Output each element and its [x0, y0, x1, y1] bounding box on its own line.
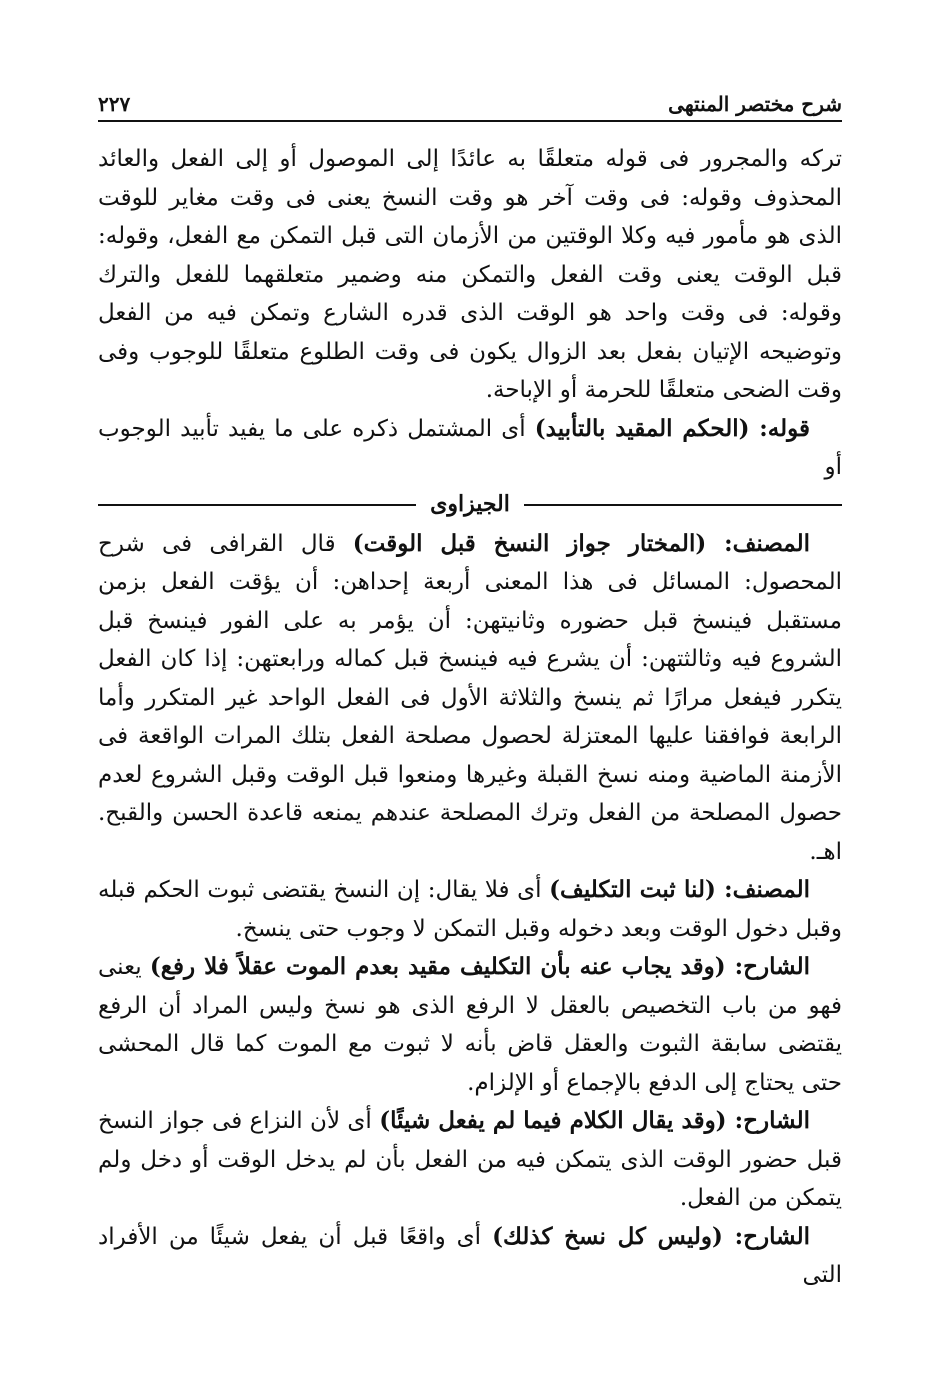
running-header: [98, 86, 842, 122]
commentary-paragraph: [98, 410, 842, 487]
paragraph-text: أى لأن النزاع فى جواز النسخ قبل حضور الوقت الذى يتمكن فيه من الفعل بأن لم يدخل الوقت أو دخل ولم يتمكن من الفعل.: [98, 1108, 842, 1211]
divider-rule-right: [524, 504, 842, 506]
lemma-quote: المصنف: (لنا ثبت التكليف): [549, 876, 811, 903]
lemma-quote: الشارح: (وقد يجاب عنه بأن التكليف مقيد بعدم الموت عقلاً فلا رفع): [149, 953, 810, 980]
lemma-quote: الشارح: (وليس كل نسخ كذلك): [492, 1222, 810, 1250]
gizawi-paragraph: [98, 871, 842, 948]
paragraph-text: أى المشتمل ذكره على ما يفيد تأبيد الوجوب أو: [98, 415, 842, 480]
gizawi-paragraph: [98, 525, 842, 872]
paragraph-text: أى فلا يقال: إن النسخ يقتضى ثبوت الحكم قبله وقبل دخول الوقت وبعد دخوله وقبل التمكن لا وجوب حتى ينسخ.: [98, 877, 842, 942]
paragraph-text: أى واقعًا قبل أن يفعل شيئًا من الأفراد التى: [98, 1223, 842, 1288]
lemma-quote: المصنف: (المختار جواز النسخ قبل الوقت): [352, 529, 810, 557]
gizawi-paragraph: [98, 948, 842, 1102]
lemma-quote: قوله: (الحكم المقيد بالتأبيد): [534, 414, 810, 442]
page-body: [98, 140, 842, 1295]
lemma-quote: الشارح: (وقد يقال الكلام فيما لم يفعل شيئًا): [379, 1107, 810, 1134]
paragraph-text: قال القرافى فى شرح المحصول: المسائل فى هذا المعنى أربعة إحداهن: أن يؤقت الفعل بزمن مستقبل فينسخ قبل حضوره وثانيتهن: أن يؤمر به على الفور فينسخ قبل الشروع فيه وثالثتهن: أن يشرع فيه فينسخ قبل كماله ورابعتهن: إذا كان الفعل يتكرر فيفعل مرارًا ثم ينسخ والثلاثة الأول فى الفعل الواحد غير المتكرر وأما الرابعة فوافقنا عليها المعتزلة لحصول مصلحة الفعل بتلك المرات الواقعة فى الأزمنة الماضية ومنه نسخ القبلة وغيرها ومنعوا قبل الوقت وقبل الشروع لعدم حصول المصلحة من الفعل وترك المصلحة عندهم يمنعه قاعدة الحسن والقبح. اهـ.: [98, 530, 842, 865]
section-divider: [98, 489, 842, 521]
running-title: شرح مختصر المنتهى: [668, 92, 842, 116]
gizawi-paragraph: [98, 1218, 842, 1295]
paragraph-text: يعنى فهو من باب التخصيص بالعقل لا الرفع الذى هو نسخ وليس المراد أن الرفع يقتضى سابقة الثبوت والعقل قاض بأنه لا ثبوت مع الموت كما قال المحشى حتى يحتاج إلى الدفع بالإجماع أو الإلزام.: [98, 954, 842, 1096]
gizawi-paragraph: [98, 1102, 842, 1218]
page-number: ٢٢٧: [98, 92, 131, 116]
divider-rule-left: [98, 504, 416, 506]
divider-label: الجيزاوى: [430, 491, 510, 518]
continuation-paragraph: تركه والمجرور فى قوله متعلقًا به عائدًا إلى الموصول أو إلى الفعل والعائد المحذوف وقوله: فى وقت آخر هو وقت النسخ يعنى فى وقت مغاير للوقت الذى هو مأمور فيه وكلا الوقتين من الأزمان التى قبل التمكن مع الفعل، وقوله: قبل الوقت يعنى وقت الفعل والتمكن منه وضمير متعلقهما للفعل والترك وقوله: فى وقت واحد هو الوقت الذى قدره الشارع وتمكن فيه من الفعل وتوضيحه الإتيان بفعل بعد الزوال يكون فى وقت الطلوع متعلقًا للوجوب وفى وقت الضحى متعلقًا للحرمة أو الإباحة.: [98, 146, 842, 403]
